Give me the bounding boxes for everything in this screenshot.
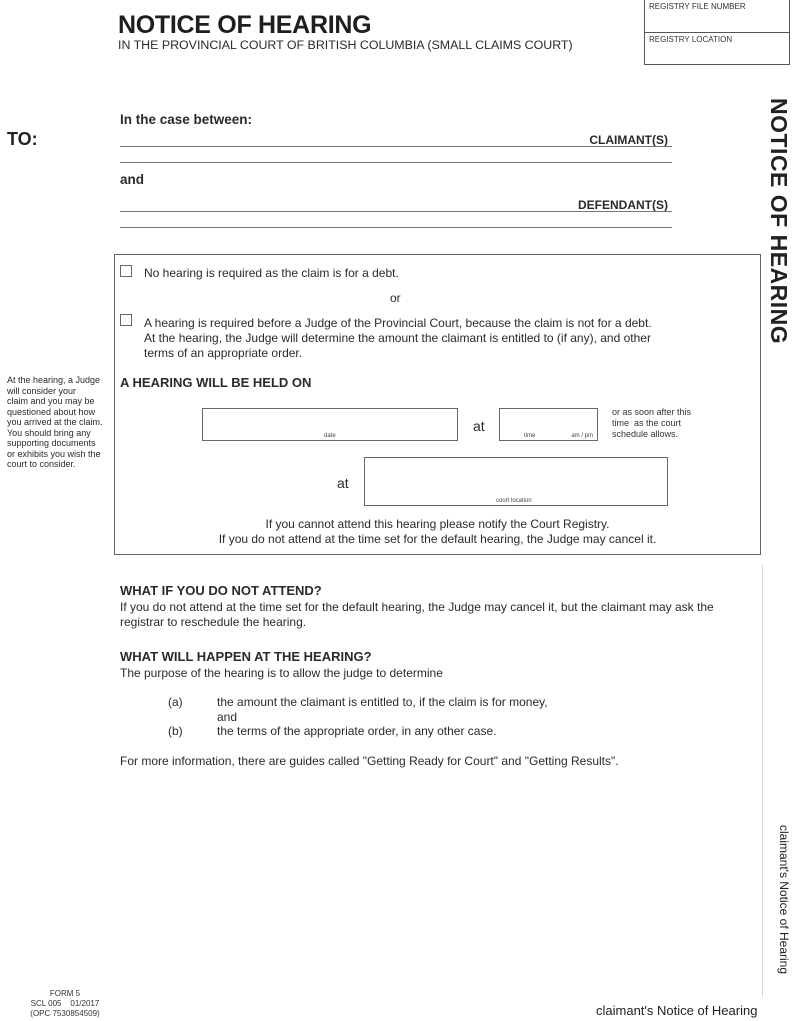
or-label: or (390, 291, 401, 305)
date-field[interactable] (202, 408, 458, 441)
no-hearing-text: No hearing is required as the claim is for a debt. (144, 266, 399, 280)
form-number: FORM 5 (49, 989, 81, 998)
vertical-copy-label (775, 825, 795, 995)
defendant-line-2 (120, 227, 672, 228)
schedule-note (612, 407, 712, 440)
form-id (20, 989, 110, 1019)
list-item-a (217, 695, 717, 725)
what-happens-heading: WHAT WILL HAPPEN AT THE HEARING? (120, 649, 372, 664)
hearing-box (114, 254, 761, 555)
list-marker-b: (b) (168, 724, 183, 738)
side-title-text: NOTICE OF HEARING (766, 98, 792, 345)
time-label: time (524, 433, 536, 439)
side-title (758, 98, 798, 358)
registry-file-number-label: REGISTRY FILE NUMBER (649, 2, 746, 11)
court-location-field[interactable] (364, 457, 668, 506)
side-note-line: claim and you may be (7, 396, 95, 406)
list-item-continuation: and (217, 710, 238, 724)
form-title: NOTICE OF HEARING (118, 11, 372, 39)
hearing-required-text (144, 316, 652, 361)
side-note-line: supporting documents (7, 438, 96, 448)
not-attend-heading: WHAT IF YOU DO NOT ATTEND? (120, 583, 322, 598)
hearing-required-checkbox[interactable] (120, 314, 132, 326)
side-note-line: or exhibits you wish the (7, 448, 101, 459)
hearing-required-line3: terms of an appropriate order. (144, 346, 303, 360)
at-label-time: at (473, 418, 485, 434)
no-hearing-checkbox[interactable] (120, 265, 132, 277)
date-label: date (324, 433, 336, 439)
not-attend-text (120, 600, 740, 630)
court-subtitle: IN THE PROVINCIAL COURT OF BRITISH COLUMBIA (SMALL CLAIMS COURT) (118, 38, 573, 52)
list-marker-a: (a) (168, 695, 183, 709)
default-hearing-notice: If you do not attend at the time set for the default hearing, the Judge may cancel it. (218, 532, 657, 546)
notify-registry-notice: If you cannot attend this hearing please notify the Court Registry. (265, 517, 610, 531)
hearing-required-line2: At the hearing, the Judge will determine the amount the claimant is entitled to (if any), and other (144, 331, 651, 345)
what-happens-intro: The purpose of the hearing is to allow the judge to determine (120, 666, 443, 680)
schedule-note-line: schedule allows. (612, 429, 679, 439)
claimant-line-1 (120, 146, 672, 147)
at-label-location: at (337, 475, 349, 491)
time-field[interactable] (499, 408, 598, 441)
registry-location-label: REGISTRY LOCATION (649, 35, 733, 44)
to-label: TO: (7, 129, 38, 149)
copy-label: claimant's Notice of Hearing (596, 1003, 758, 1018)
registry-box (644, 0, 790, 65)
list-item-b: the terms of the appropriate order, in any other case. (217, 724, 497, 738)
case-between-label: In the case between: (120, 112, 253, 127)
registry-location-field[interactable] (645, 32, 789, 64)
list-item-text: the amount the claimant is entitled to, if the claim is for money, (217, 695, 548, 709)
side-note (7, 375, 113, 470)
claimant-label: CLAIMANT(S) (589, 133, 668, 147)
side-note-line: At the hearing, a Judge (7, 375, 101, 385)
schedule-note-line: time as the court (612, 418, 682, 428)
side-note-line: questioned about how (7, 406, 96, 417)
claimant-field[interactable] (120, 130, 672, 146)
detach-rule (762, 565, 763, 997)
side-note-line: You should bring any (7, 427, 91, 438)
more-info-text: For more information, there are guides called "Getting Ready for Court" and "Getting Results". (120, 754, 619, 768)
and-label: and (120, 172, 145, 187)
form-code: SCL 005 01/2017 (30, 999, 100, 1008)
side-note-line: court to consider. (7, 459, 76, 469)
vertical-copy-label-text: claimant's Notice of Hearing (777, 825, 791, 975)
registry-file-number-field[interactable] (645, 0, 789, 32)
side-note-line: will consider your (7, 385, 77, 396)
ampm-label: am / pm (571, 433, 593, 439)
not-attend-line: registrar to reschedule the hearing. (120, 615, 307, 629)
hearing-held-on-heading: A HEARING WILL BE HELD ON (120, 375, 312, 390)
hearing-required-line1: A hearing is required before a Judge of the Provincial Court, because the claim is not for a debt. (144, 316, 652, 330)
side-note-line: you arrived at the claim. (7, 417, 103, 427)
defendant-field[interactable] (120, 195, 672, 211)
defendant-line-1 (120, 211, 672, 212)
opc-number: (OPC 7530854509) (30, 1009, 100, 1018)
not-attend-line: If you do not attend at the time set for the default hearing, the Judge may cancel it, but the claimant may ask the (120, 600, 714, 614)
schedule-note-line: or as soon after this (612, 407, 692, 417)
court-location-label: court location (496, 498, 532, 504)
defendant-label: DEFENDANT(S) (578, 198, 668, 212)
claimant-line-2 (120, 162, 672, 163)
